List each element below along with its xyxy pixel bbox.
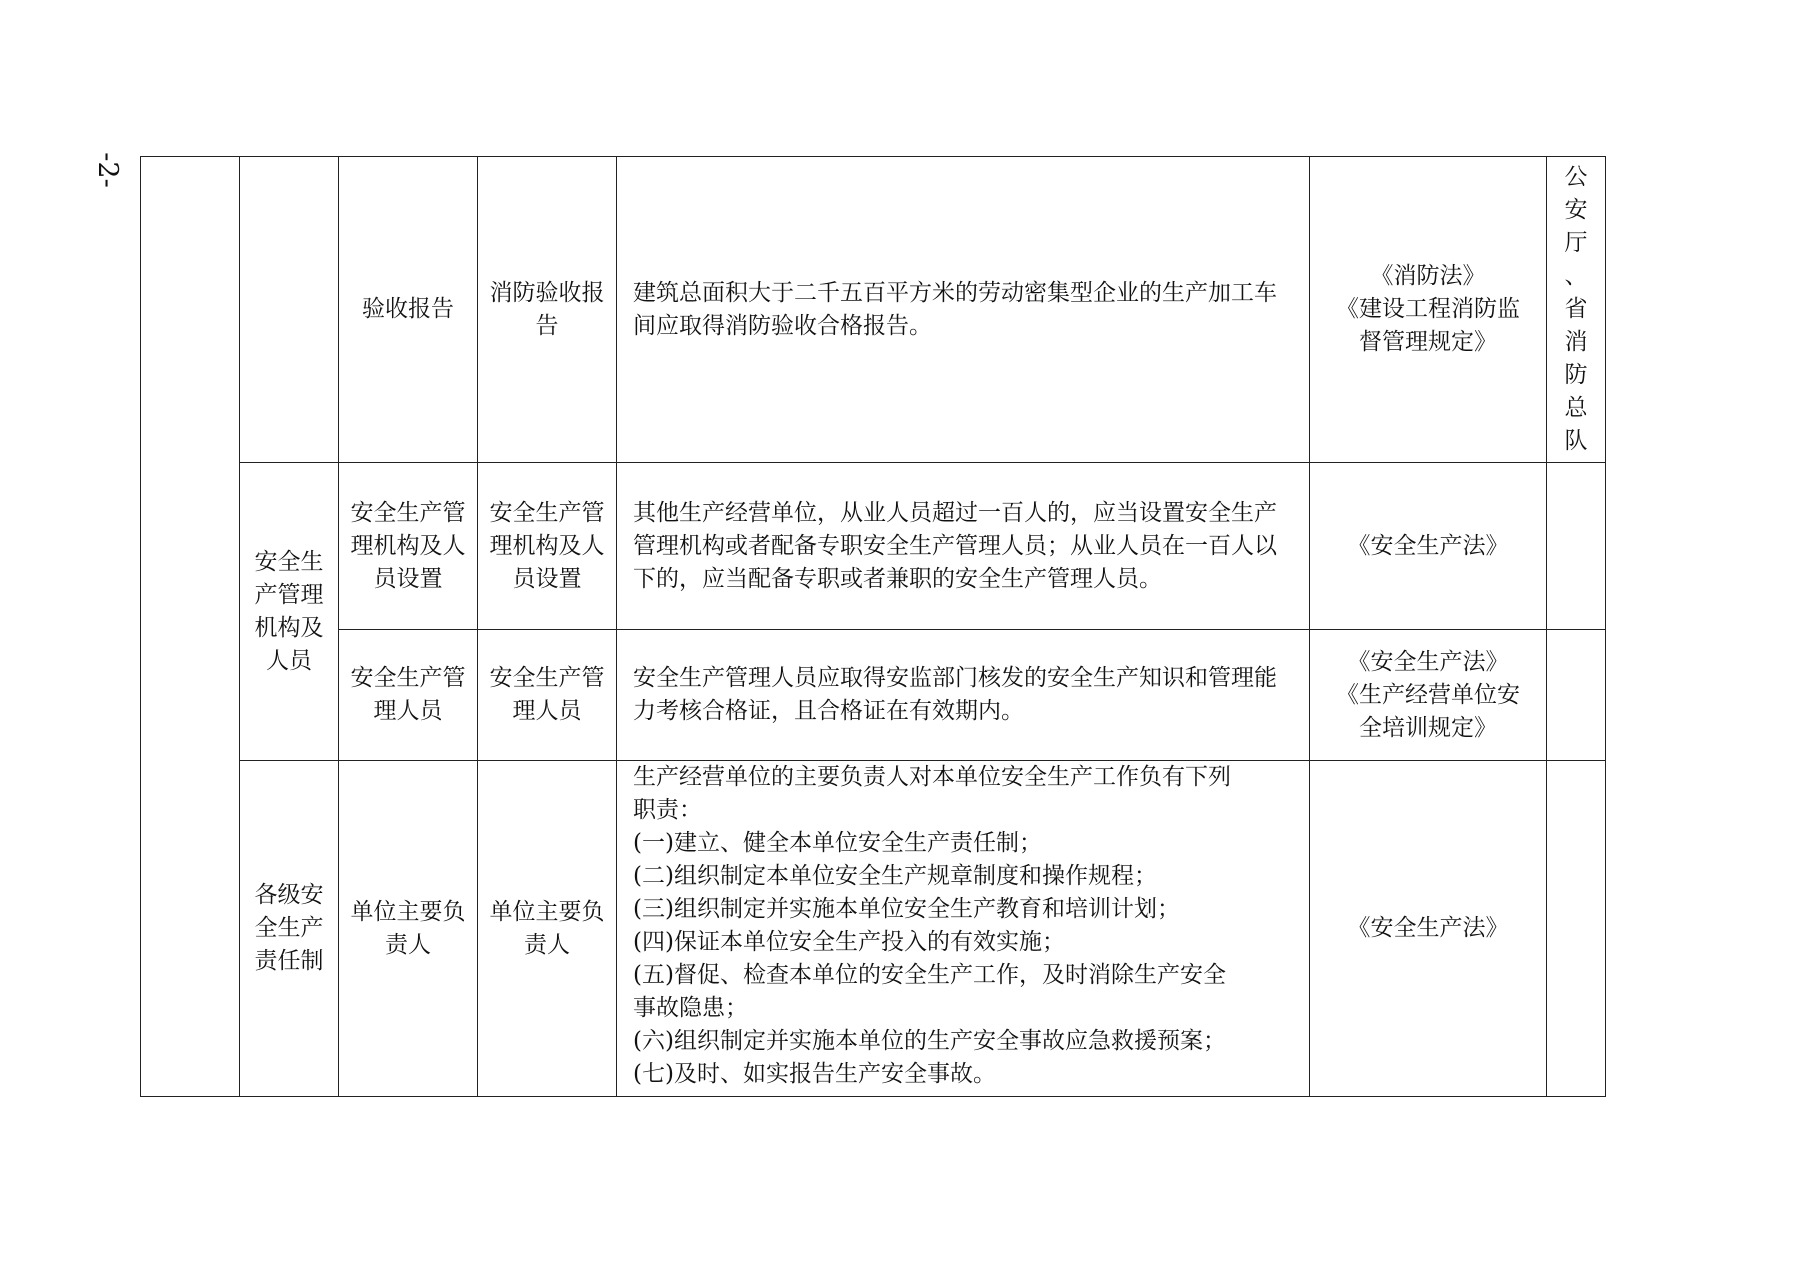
item-cell xyxy=(339,157,478,463)
category-text: 各级安全生产责任制 xyxy=(254,882,324,974)
department-char: 消 xyxy=(1564,329,1588,355)
requirement-line: 事故隐患； xyxy=(633,995,748,1021)
content-text: 消防验收报告 xyxy=(489,279,605,339)
table-row xyxy=(141,463,1606,630)
requirement-line: (七)及时、如实报告生产安全事故。 xyxy=(633,1061,996,1087)
table-row xyxy=(141,630,1606,761)
requirement-line: (三)组织制定并实施本单位安全生产教育和培训计划； xyxy=(633,896,1180,922)
department-cell-empty xyxy=(1547,630,1606,761)
requirement-line: (四)保证本单位安全生产投入的有效实施； xyxy=(633,929,1065,955)
blank-left-column xyxy=(141,157,240,1097)
department-char: 总 xyxy=(1564,395,1588,421)
content-text: 安全生产管理机构及人员设置 xyxy=(489,499,605,592)
content-text: 单位主要负责人 xyxy=(489,898,605,958)
content-cell xyxy=(478,157,617,463)
category-cell xyxy=(240,761,339,1097)
page-number: -2- xyxy=(92,152,124,188)
table-row xyxy=(141,761,1606,1097)
department-char: 省 xyxy=(1564,296,1588,322)
basis-cell xyxy=(1310,761,1547,1097)
basis-cell xyxy=(1310,157,1547,463)
requirement-cell xyxy=(617,463,1310,630)
content-cell xyxy=(478,463,617,630)
department-char: 、 xyxy=(1564,263,1588,289)
requirement-line: (六)组织制定并实施本单位的生产安全事故应急救援预案； xyxy=(633,1028,1226,1054)
requirement-line: (一)建立、健全本单位安全生产责任制； xyxy=(633,830,1042,856)
requirement-line: (五)督促、检查本单位的安全生产工作，及时消除生产安全 xyxy=(633,962,1226,988)
requirement-line: 职责： xyxy=(633,797,702,823)
basis-cell xyxy=(1310,463,1547,630)
department-char: 防 xyxy=(1564,362,1588,388)
basis-line: 《生产经营单位安 xyxy=(1336,681,1520,708)
category-cell xyxy=(240,463,339,761)
department-char: 厅 xyxy=(1564,230,1588,256)
requirement-cell xyxy=(617,761,1310,1097)
requirement-text: 其他生产经营单位，从业人员超过一百人的，应当设置安全生产管理机构或者配备专职安全生产管理人员；从业人员在一百人以下的，应当配备专职或者兼职的安全生产管理人员。 xyxy=(633,499,1277,592)
category-text: 安全生产管理机构及人员 xyxy=(254,548,324,674)
department-char: 安 xyxy=(1564,197,1588,223)
department-cell-empty xyxy=(1547,761,1606,1097)
table-row xyxy=(141,157,1606,463)
basis-line: 《建设工程消防监 xyxy=(1336,296,1520,322)
content-cell xyxy=(478,630,617,761)
requirement-line: (二)组织制定本单位安全生产规章制度和操作规程； xyxy=(633,863,1157,889)
basis-line: 督管理规定》 xyxy=(1359,329,1497,355)
requirement-line: 生产经营单位的主要负责人对本单位安全生产工作负有下列 xyxy=(633,764,1231,790)
item-text: 单位主要负责人 xyxy=(350,898,466,958)
requirement-cell xyxy=(617,630,1310,761)
item-text: 安全生产管理机构及人员设置 xyxy=(350,499,466,592)
requirement-text: 安全生产管理人员应取得安监部门核发的安全生产知识和管理能力考核合格证，且合格证在有效期内。 xyxy=(633,665,1277,724)
department-cell xyxy=(1547,157,1606,463)
basis-line: 《安全生产法》 xyxy=(1347,648,1509,675)
department-char: 公 xyxy=(1564,164,1588,190)
basis-line: 《安全生产法》 xyxy=(1347,915,1509,941)
item-text: 验收报告 xyxy=(362,296,454,322)
basis-line: 《消防法》 xyxy=(1370,263,1486,289)
basis-line: 全培训规定》 xyxy=(1359,714,1497,741)
item-cell xyxy=(339,761,478,1097)
requirement-text: 建筑总面积大于二千五百平方米的劳动密集型企业的生产加工车间应取得消防验收合格报告。 xyxy=(633,279,1277,339)
item-text: 安全生产管理人员 xyxy=(350,665,466,724)
regulation-table xyxy=(140,156,1606,1097)
department-char: 队 xyxy=(1564,428,1588,454)
content-text: 安全生产管理人员 xyxy=(489,665,605,724)
requirement-cell xyxy=(617,157,1310,463)
item-cell xyxy=(339,463,478,630)
category-cell-empty xyxy=(240,157,339,463)
content-cell xyxy=(478,761,617,1097)
basis-line: 《安全生产法》 xyxy=(1347,532,1509,559)
item-cell xyxy=(339,630,478,761)
department-cell-empty xyxy=(1547,463,1606,630)
basis-cell xyxy=(1310,630,1547,761)
